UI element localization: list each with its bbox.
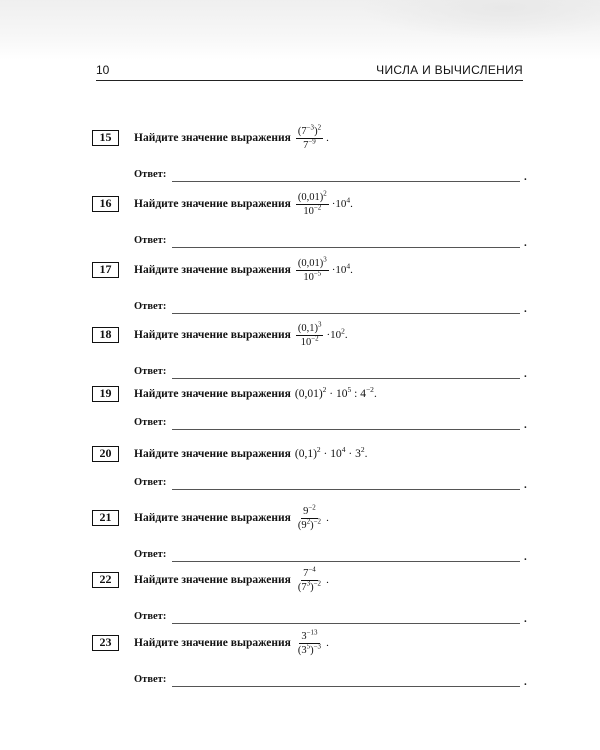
answer-period: . [524, 171, 527, 183]
fraction-denominator: $7^{-9}$ [303, 137, 316, 151]
question-prompt: Найдите значение выражения [134, 329, 291, 341]
problem-19 [92, 386, 532, 448]
problem-question [134, 503, 329, 531]
fraction-denominator: $10^{-5}$ [303, 269, 322, 283]
fraction [296, 320, 324, 348]
expression-multiplier: $\cdot 10^4$. [331, 195, 353, 210]
page-top-smudge [360, 0, 600, 40]
answer-period: . [524, 303, 527, 315]
fraction-numerator: $9^{-2}$ [303, 503, 316, 517]
problem-16 [92, 189, 532, 258]
answer-input-line[interactable] [172, 378, 520, 379]
problem-question [134, 189, 353, 217]
page-number: 10 [96, 63, 110, 77]
answer-period: . [524, 479, 527, 491]
answer-label: Ответ: [134, 169, 167, 180]
answer-period: . [524, 551, 527, 563]
problem-number-box: 15 [92, 130, 119, 146]
answer-label: Ответ: [134, 235, 167, 246]
problem-number-box: 21 [92, 510, 119, 526]
expression-multiplier: $\cdot 10^4$. [331, 261, 353, 276]
answer-input-line[interactable] [172, 561, 520, 562]
problem-18 [92, 320, 532, 389]
problem-number-box: 19 [92, 386, 119, 402]
question-prompt: Найдите значение выражения [134, 132, 291, 144]
question-prompt: Найдите значение выражения [134, 264, 291, 276]
fraction-denominator: $(9^2)^{-2}$ [297, 517, 322, 531]
problem-question [134, 628, 329, 656]
answer-period: . [524, 419, 527, 431]
problem-question [134, 123, 329, 151]
answer-input-line[interactable] [172, 686, 520, 687]
problem-number-box: 16 [92, 196, 119, 212]
fraction-numerator: $(0,01)^3$ [297, 255, 327, 269]
expression-end: . [326, 132, 329, 144]
answer-input-line[interactable] [172, 623, 520, 624]
answer-label: Ответ: [134, 366, 167, 377]
problem-question [134, 565, 329, 593]
problem-number-box: 22 [92, 572, 119, 588]
fraction-denominator: $(7^3)^{-2}$ [297, 579, 322, 593]
answer-input-line[interactable] [172, 247, 520, 248]
problem-20 [92, 446, 532, 508]
problem-number-box: 18 [92, 327, 119, 343]
problem-15 [92, 123, 532, 192]
problem-question [134, 386, 377, 402]
page-header [96, 60, 523, 81]
answer-label: Ответ: [134, 301, 167, 312]
question-prompt: Найдите значение выражения [134, 574, 291, 586]
answer-period: . [524, 368, 527, 380]
problem-number-box: 20 [92, 446, 119, 462]
answer-label: Ответ: [134, 417, 167, 428]
fraction [296, 255, 329, 283]
answer-label: Ответ: [134, 477, 167, 488]
expression-multiplier: $\cdot 10^2$. [326, 326, 348, 341]
expression-end: . [326, 574, 329, 586]
fraction-numerator: $(7^{-3})^2$ [297, 123, 322, 137]
fraction-denominator: $10^{-2}$ [300, 334, 319, 348]
fraction-denominator: $(3^5)^{-3}$ [297, 642, 322, 656]
problem-21 [92, 503, 532, 572]
fraction [296, 123, 323, 151]
problem-23 [92, 628, 532, 697]
problem-question [134, 446, 367, 462]
question-prompt: Найдите значение выражения [134, 512, 291, 524]
fraction-numerator: $3^{-13}$ [301, 628, 318, 642]
fraction-denominator: $10^{-2}$ [303, 203, 322, 217]
problem-number-box: 17 [92, 262, 119, 278]
expression-end: . [326, 512, 329, 524]
problem-22 [92, 565, 532, 634]
fraction-numerator: $(0,1)^3$ [297, 320, 322, 334]
answer-period: . [524, 676, 527, 688]
answer-label: Ответ: [134, 611, 167, 622]
inline-expression: $(0,1)^2 \cdot 10^4 \cdot 3^2$. [294, 445, 368, 460]
expression-end: . [326, 637, 329, 649]
question-prompt: Найдите значение выражения [134, 388, 291, 400]
question-prompt: Найдите значение выражения [134, 637, 291, 649]
fraction-numerator: $7^{-4}$ [303, 565, 316, 579]
problem-number-box: 23 [92, 635, 119, 651]
fraction-numerator: $(0,01)^2$ [297, 189, 327, 203]
question-prompt: Найдите значение выражения [134, 198, 291, 210]
answer-label: Ответ: [134, 549, 167, 560]
answer-input-line[interactable] [172, 429, 520, 430]
problem-17 [92, 255, 532, 324]
fraction [296, 628, 323, 656]
problem-question [134, 255, 353, 283]
answer-input-line[interactable] [172, 313, 520, 314]
answer-period: . [524, 237, 527, 249]
fraction [296, 503, 323, 531]
answer-input-line[interactable] [172, 181, 520, 182]
fraction [296, 565, 323, 593]
question-prompt: Найдите значение выражения [134, 448, 291, 460]
answer-label: Ответ: [134, 674, 167, 685]
section-title: ЧИСЛА И ВЫЧИСЛЕНИЯ [376, 63, 523, 77]
inline-expression: $(0,01)^2 \cdot 10^5$ : $4^{-2}$. [294, 385, 377, 400]
answer-period: . [524, 613, 527, 625]
fraction [296, 189, 329, 217]
answer-input-line[interactable] [172, 489, 520, 490]
problem-question [134, 320, 348, 348]
